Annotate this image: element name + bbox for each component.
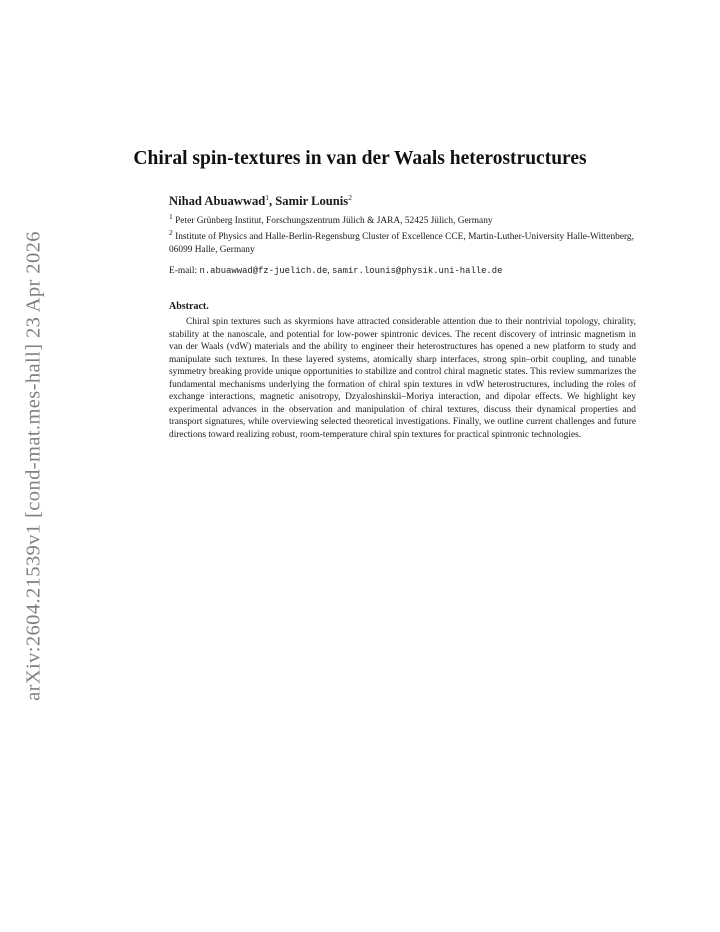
affiliation (169, 211, 636, 228)
affiliation-mark: 2 (169, 227, 173, 237)
affiliation (169, 227, 636, 257)
author-list (169, 194, 636, 209)
email-label: E-mail: (169, 266, 200, 276)
affiliation-text: Peter Grünberg Institut, Forschungszentrum Jülich & JARA, 52425 Jülich, Germany (175, 216, 493, 226)
affiliation-marker: 1 (265, 192, 269, 202)
email-address[interactable]: n.abuawwad@fz-juelich.de (199, 266, 328, 276)
paper-title: Chiral spin-textures in van der Waals heterostructures (133, 148, 587, 169)
email-line (169, 266, 636, 276)
affiliation-text: Institute of Physics and Halle-Berlin-Regensburg Cluster of Excellence CCE, Martin-Luther-University Halle-Wittenberg, 06099 Halle, Germany (169, 232, 634, 255)
email-separator: , (327, 266, 332, 276)
abstract-text: Chiral spin textures such as skyrmions have attracted considerable attention due to their nontrivial topology, chirality, stability at the nanoscale, and potential for low-power spintronic devices. The recent discovery of intrinsic magnetism in van der Waals (vdW) materials and the ability to engineer their heterostructures has opened a new platform to study and manipulate such textures. In these layered systems, atomically sharp interfaces, strong spin–orbit coupling, and tunable symmetry breaking provide unique opportunities to stabilize and control chiral magnetic states. This review summarizes the fundamental mechanisms underlying the formation of chiral spin textures in vdW heterostructures, including the roles of exchange interactions, magnetic anisotropy, Dzyaloshinskii–Moriya interaction, and dipolar effects. We highlight key experimental advances in the observation and manipulation of chiral textures, discuss their dynamical properties and transport signatures, while overviewing selected theoretical investigations. Finally, we outline current challenges and future directions toward realizing robust, room-temperature chiral spin textures for practical spintronic technologies. (169, 317, 636, 440)
affiliation-marker: 2 (348, 192, 352, 202)
email-address[interactable]: samir.lounis@physik.uni-halle.de (331, 266, 503, 276)
affiliation-mark: 1 (169, 211, 173, 221)
abstract-heading: Abstract. (169, 301, 209, 312)
author-name: Nihad Abuawwad (169, 194, 266, 208)
author-name: Samir Lounis (275, 194, 349, 208)
arxiv-identifier-stamp: arXiv:2604.21539v1 [cond-mat.mes-hall] 23 Apr 2026 (22, 231, 45, 701)
author-separator: , (269, 194, 276, 208)
